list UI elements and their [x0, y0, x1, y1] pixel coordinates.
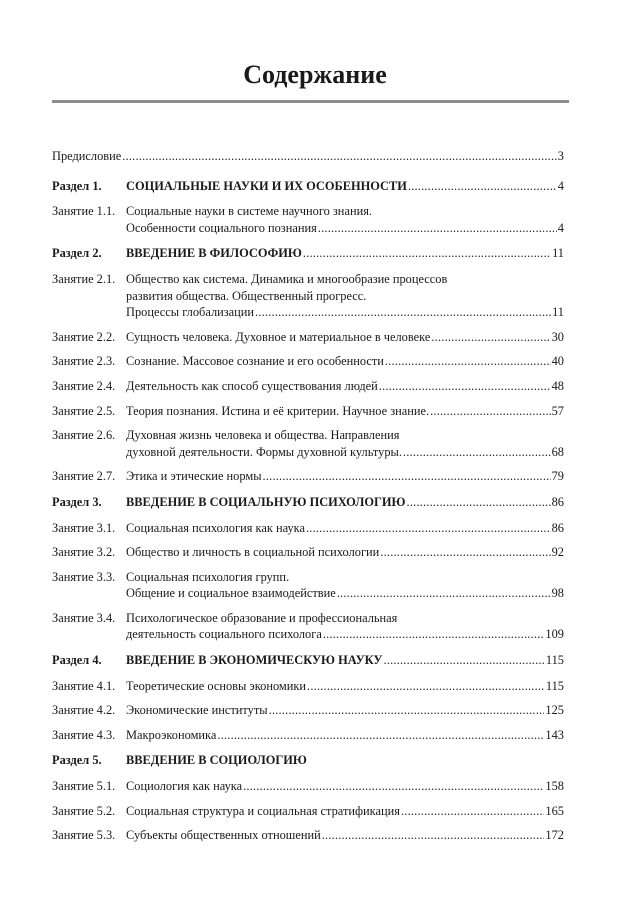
toc-entry-title: духовной деятельности. Формы духовной культуры. [126, 444, 402, 459]
toc-page-number: 165 [545, 803, 564, 818]
toc-entry-title: ВВЕДЕНИЕ В ЭКОНОМИЧЕСКУЮ НАУКУ [126, 653, 383, 668]
toc-entry[interactable] [52, 544, 564, 561]
dot-leader [307, 678, 545, 695]
toc-entry-title: СОЦИАЛЬНЫЕ НАУКИ И ИХ ОСОБЕННОСТИ [126, 178, 407, 193]
toc-entry-label: Раздел 1. [52, 178, 102, 193]
dot-leader [243, 778, 544, 795]
toc-entry[interactable] [52, 148, 564, 165]
toc-entry-label: Занятие 2.3. [52, 354, 116, 369]
toc-entry[interactable] [52, 678, 564, 695]
toc-entry[interactable] [52, 803, 564, 820]
toc-page-number: 4 [557, 178, 564, 193]
toc-entry-title: Общение и социальное взаимодействие [126, 586, 336, 601]
toc-entry-label: Занятие 2.4. [52, 378, 116, 393]
toc-entry-title: деятельность социального психолога [126, 627, 322, 642]
toc-entry-label: Раздел 2. [52, 246, 102, 261]
toc-entry-label: Занятие 2.5. [52, 403, 116, 418]
dot-leader [408, 178, 557, 195]
toc-entry-label: Занятие 3.1. [52, 520, 116, 535]
toc-entry-title: Сознание. Массовое сознание и его особенности [126, 354, 384, 369]
toc-page-number: 11 [552, 305, 564, 320]
toc-entry-label: Занятие 2.1. [52, 271, 116, 286]
toc-entry-title: Макроэкономика [126, 727, 217, 742]
toc-entry-title: Общество и личность в социальной психологии [126, 545, 380, 560]
toc-entry-label: Занятие 1.1. [52, 204, 116, 219]
toc-entry-title: Социология как наука [126, 779, 243, 794]
toc-entry[interactable] [52, 203, 564, 236]
toc-entry-title: Социальная структура и социальная стратификация [126, 803, 400, 818]
toc-entry[interactable] [52, 610, 564, 643]
toc-entry-title: Психологическое образование и профессиональная [126, 610, 398, 625]
toc-section-entry[interactable] [52, 494, 564, 511]
toc-entry-label: Раздел 4. [52, 653, 102, 668]
toc-entry-label: Занятие 3.2. [52, 545, 116, 560]
toc-entry[interactable] [52, 702, 564, 719]
toc-entry-label: Занятие 5.2. [52, 803, 116, 818]
toc-section-entry[interactable] [52, 652, 564, 669]
toc-page-number: 98 [551, 586, 564, 601]
toc-entry-title: Социальные науки в системе научного знания. [126, 204, 372, 219]
toc-entry[interactable] [52, 427, 564, 460]
toc-entry-title: Предисловие [52, 149, 122, 163]
toc-entry-title: Субъекты общественных отношений [126, 828, 321, 843]
dot-leader [384, 652, 545, 669]
dot-leader [306, 520, 551, 537]
toc-entry-label: Занятие 4.2. [52, 703, 116, 718]
toc-entry[interactable] [52, 271, 564, 321]
toc-entry-title: Духовная жизнь человека и общества. Направления [126, 428, 400, 443]
dot-leader [407, 494, 551, 511]
dot-leader [430, 403, 551, 420]
dot-leader [403, 444, 551, 461]
table-of-contents [52, 148, 564, 844]
dot-leader [401, 803, 544, 820]
dot-leader [322, 827, 545, 844]
toc-entry-title: Теория познания. Истина и её критерии. Научное знание. [126, 403, 430, 418]
toc-entry-title: развития общества. Общественный прогресс. [126, 288, 367, 303]
toc-section-entry[interactable] [52, 245, 564, 262]
toc-page-number: 3 [557, 149, 564, 163]
toc-entry[interactable] [52, 329, 564, 346]
toc-page-number: 172 [545, 828, 564, 843]
dot-leader [303, 245, 551, 262]
dot-leader [431, 329, 550, 346]
toc-page-number: 92 [551, 545, 564, 560]
toc-page-number: 143 [545, 727, 564, 742]
toc-entry-label: Занятие 4.1. [52, 678, 116, 693]
toc-entry-title: Социальная психология как наука [126, 520, 305, 535]
toc-entry[interactable] [52, 353, 564, 370]
dot-leader [255, 304, 551, 321]
toc-page-number: 158 [545, 779, 564, 794]
toc-page-number: 86 [551, 494, 564, 509]
toc-page-number: 79 [551, 469, 564, 484]
toc-page-number: 40 [551, 354, 564, 369]
toc-page-number: 48 [551, 378, 564, 393]
toc-entry[interactable] [52, 569, 564, 602]
page-title: Содержание [243, 60, 387, 89]
toc-entry[interactable] [52, 827, 564, 844]
toc-page-number: 109 [545, 627, 564, 642]
toc-entry-title: ВВЕДЕНИЕ В СОЦИОЛОГИЮ [126, 753, 307, 768]
toc-entry[interactable] [52, 468, 564, 485]
toc-page-number: 115 [545, 678, 564, 693]
toc-page-number: 30 [551, 329, 564, 344]
toc-entry-label: Раздел 5. [52, 753, 102, 768]
toc-entry[interactable] [52, 403, 564, 420]
toc-entry-title: Социальная психология групп. [126, 569, 290, 584]
dot-leader [217, 727, 544, 744]
toc-entry-title: Процессы глобализации [126, 305, 255, 320]
toc-section-entry[interactable] [52, 178, 564, 195]
toc-entry-title: Сущность человека. Духовное и материальное в человеке [126, 329, 431, 344]
toc-page-number: 57 [551, 403, 564, 418]
dot-leader [380, 544, 550, 561]
toc-entry-title: Экономические институты [126, 703, 268, 718]
toc-entry-label: Занятие 2.7. [52, 469, 116, 484]
dot-leader [269, 702, 545, 719]
toc-entry-title: Этика и этические нормы [126, 469, 262, 484]
dot-leader [122, 148, 557, 165]
dot-leader [337, 585, 551, 602]
toc-entry-label: Раздел 3. [52, 494, 102, 509]
title-divider [52, 100, 569, 103]
toc-page-number: 68 [551, 444, 564, 459]
toc-entry-title: ВВЕДЕНИЕ В СОЦИАЛЬНУЮ ПСИХОЛОГИЮ [126, 494, 406, 509]
toc-section-entry[interactable] [52, 752, 564, 769]
toc-entry-label: Занятие 2.6. [52, 428, 116, 443]
toc-page-number: 4 [557, 220, 564, 235]
dot-leader [385, 353, 551, 370]
toc-entry-title: ВВЕДЕНИЕ В ФИЛОСОФИЮ [126, 246, 302, 261]
toc-entry[interactable] [52, 378, 564, 395]
dot-leader [263, 468, 551, 485]
toc-page-number: 115 [545, 653, 564, 668]
toc-page-number: 86 [551, 520, 564, 535]
toc-entry-label: Занятие 3.3. [52, 569, 116, 584]
toc-page-number: 125 [545, 703, 564, 718]
toc-page-number: 11 [552, 246, 564, 261]
toc-entry[interactable] [52, 778, 564, 795]
toc-entry-title: Деятельность как способ существования людей [126, 378, 378, 393]
dot-leader [379, 378, 551, 395]
toc-entry-title: Общество как система. Динамика и многообразие процессов [126, 271, 448, 286]
dot-leader [318, 220, 557, 237]
toc-entry-title: Теоретические основы экономики [126, 678, 307, 693]
toc-entry-label: Занятие 5.1. [52, 779, 116, 794]
toc-entry[interactable] [52, 520, 564, 537]
dot-leader [323, 626, 545, 643]
toc-entry-label: Занятие 5.3. [52, 828, 116, 843]
toc-entry-label: Занятие 2.2. [52, 329, 116, 344]
toc-entry-title: Особенности социального познания [126, 220, 317, 235]
toc-entry-label: Занятие 3.4. [52, 610, 116, 625]
toc-entry-label: Занятие 4.3. [52, 727, 116, 742]
toc-entry[interactable] [52, 727, 564, 744]
